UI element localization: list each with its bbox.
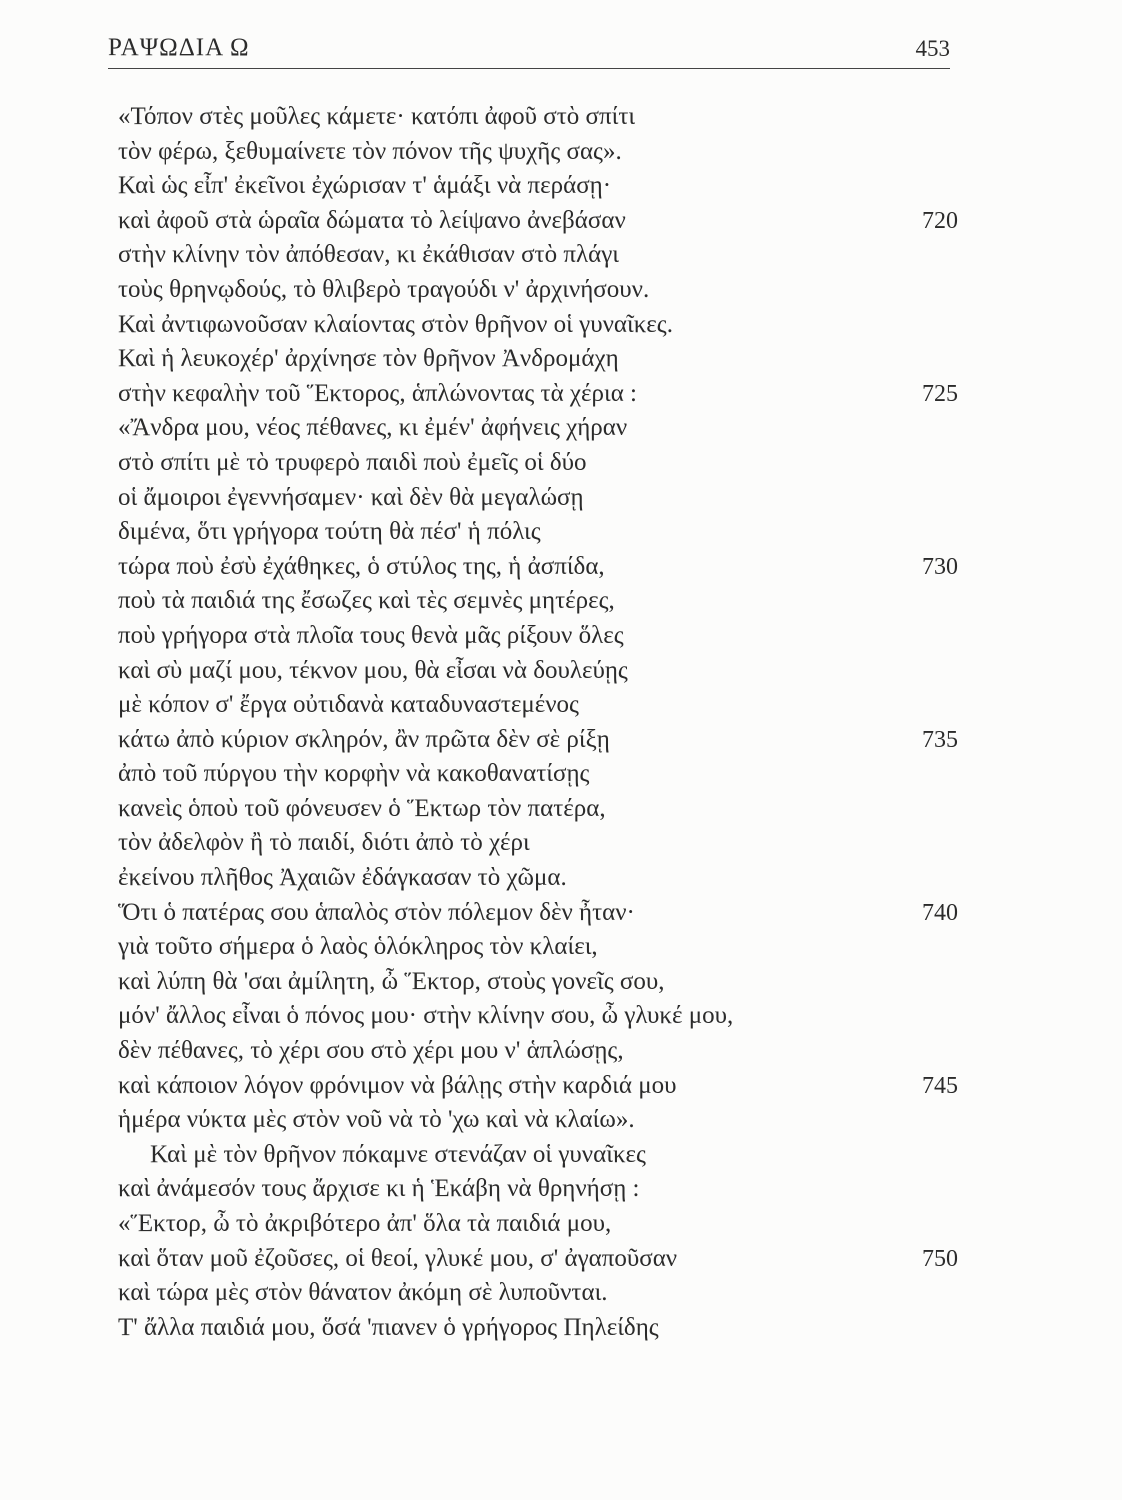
verse-text: καὶ σὺ μαζί μου, τέκνον μου, θὰ εἶσαι νὰ δουλεύῃς [118, 656, 628, 684]
verse-text: δὲν πέθανες, τὸ χέρι σου στὸ χέρι μου ν' ἁπλώσῃς, [118, 1037, 624, 1065]
verse-line [118, 411, 958, 446]
verse-text: μόν' ἄλλος εἶναι ὁ πόνος μου· στὴν κλίνην σου, ὦ γλυκέ μου, [118, 1002, 734, 1030]
verse-line [118, 930, 958, 965]
line-number: 740 [922, 899, 958, 926]
verse-text: τὸν ἀδελφὸν ἢ τὸ παιδί, διότι ἀπὸ τὸ χέρι [118, 829, 530, 857]
running-head: ΡΑΨΩΔΙΑ Ω [108, 34, 250, 61]
verse-text: κάτω ἀπὸ κύριον σκληρόν, ἂν πρῶτα δὲν σὲ ρίξῃ [118, 725, 610, 753]
line-number: 750 [922, 1245, 958, 1272]
verse-text: Τ' ἄλλα παιδιά μου, ὅσά 'πιανεν ὁ γρήγορος Πηλείδης [118, 1313, 659, 1341]
verse-line [118, 861, 958, 896]
verse-line [118, 688, 958, 723]
verse-line [118, 273, 958, 308]
verse-line [118, 654, 958, 689]
verse-text: στὴν κεφαλὴν τοῦ Ἕκτορος, ἁπλώνοντας τὰ χέρια : [118, 379, 638, 407]
verse-text: διμένα, ὅτι γρήγορα τούτη θὰ πέσ' ἡ πόλις [118, 518, 541, 546]
verse-line [118, 238, 958, 273]
verse-text: καὶ ἀνάμεσόν τους ἄρχισε κι ἡ Ἑκάβη νὰ θρηνήσῃ : [118, 1175, 640, 1203]
verse-line [118, 896, 958, 931]
verse-line [118, 619, 958, 654]
line-number: 735 [922, 726, 958, 753]
verse-line [118, 135, 958, 170]
verse-text: γιὰ τοῦτο σήμερα ὁ λαὸς ὁλόκληρος τὸν κλαίει, [118, 933, 598, 961]
verse-line [118, 550, 958, 585]
verse-line [118, 584, 958, 619]
verse-line [118, 377, 958, 412]
line-number: 725 [922, 380, 958, 407]
verse-text: κανεὶς ὁποὺ τοῦ φόνευσεν ὁ Ἕκτωρ τὸν πατέρα, [118, 794, 606, 822]
verse-line [118, 723, 958, 758]
verse-text: Καὶ ἀντιφωνοῦσαν κλαίοντας στὸν θρῆνον οἱ γυναῖκες. [118, 310, 673, 338]
verse-line [118, 792, 958, 827]
verse-text: «Ἄνδρα μου, νέος πέθανες, κι ἐμέν' ἀφήνεις χήραν [118, 414, 628, 442]
verse-line [118, 1276, 958, 1311]
verse-text: στὸ σπίτι μὲ τὸ τρυφερὸ παιδὶ ποὺ ἐμεῖς οἱ δύο [118, 448, 587, 476]
verse-line [118, 1172, 958, 1207]
verse-text: ποὺ τὰ παιδιά της ἔσωζες καὶ τὲς σεμνὲς μητέρες, [118, 587, 615, 615]
verse-line [118, 515, 958, 550]
verse-line [118, 1207, 958, 1242]
verse-line [118, 757, 958, 792]
verse-text: Ὅτι ὁ πατέρας σου ἁπαλὸς στὸν πόλεμον δὲν ἦταν· [118, 898, 635, 926]
verse-text: στὴν κλίνην τὸν ἀπόθεσαν, κι ἐκάθισαν στὸ πλάγι [118, 241, 619, 269]
verse-line [118, 446, 958, 481]
line-number: 730 [922, 553, 958, 580]
verse-text: καὶ κάποιον λόγον φρόνιμον νὰ βάλῃς στὴν καρδιά μου [118, 1071, 677, 1099]
page-number: 453 [915, 36, 950, 61]
verse-line [118, 1311, 958, 1346]
line-number: 720 [922, 207, 958, 234]
verse-line [118, 100, 958, 135]
verse-line [118, 965, 958, 1000]
header-rule [108, 68, 950, 69]
verse-text: καὶ ἀφοῦ στὰ ὡραῖα δώματα τὸ λείψανο ἀνεβάσαν [118, 206, 626, 234]
verse-text: ἀπὸ τοῦ πύργου τὴν κορφὴν νὰ κακοθανατίσῃς [118, 760, 590, 788]
verse-block [118, 100, 958, 1345]
verse-text: τὸν φέρω, ξεθυμαίνετε τὸν πόνον τῆς ψυχῆς σας». [118, 137, 622, 165]
verse-text: ἐκείνου πλῆθος Ἀχαιῶν ἐδάγκασαν τὸ χῶμα. [118, 864, 567, 892]
verse-text: καὶ λύπη θὰ 'σαι ἀμίλητη, ὦ Ἕκτορ, στοὺς γονεῖς σου, [118, 967, 665, 995]
verse-text: καὶ τώρα μὲς στὸν θάνατον ἀκόμη σὲ λυποῦνται. [118, 1279, 608, 1307]
verse-text: «Τόπον στὲς μοῦλες κάμετε· κατόπι ἀφοῦ στὸ σπίτι [118, 103, 636, 130]
verse-line [118, 308, 958, 343]
verse-line [118, 1242, 958, 1277]
verse-line [118, 1103, 958, 1138]
verse-text: καὶ ὅταν μοῦ ἐζοῦσες, οἱ θεοί, γλυκέ μου, σ' ἀγαποῦσαν [118, 1244, 678, 1272]
verse-line [118, 999, 958, 1034]
verse-line [118, 204, 958, 239]
verse-text: τώρα ποὺ ἐσὺ ἐχάθηκες, ὁ στύλος της, ἡ ἀσπίδα, [118, 552, 605, 580]
verse-text: ποὺ γρήγορα στὰ πλοῖα τους θενὰ μᾶς ρίξουν ὅλες [118, 621, 624, 649]
verse-text: Καὶ ὡς εἶπ' ἐκεῖνοι ἐχώρισαν τ' ἁμάξι νὰ περάσῃ· [118, 172, 612, 200]
line-number: 745 [922, 1072, 958, 1099]
verse-line [118, 169, 958, 204]
verse-line [118, 826, 958, 861]
verse-text: Καὶ ἡ λευκοχέρ' ἀρχίνησε τὸν θρῆνον Ἀνδρομάχη [118, 345, 619, 373]
verse-line [118, 1069, 958, 1104]
verse-text: μὲ κόπον σ' ἔργα οὐτιδανὰ καταδυναστεμένος [118, 691, 579, 719]
verse-text: ἡμέρα νύκτα μὲς στὸν νοῦ νὰ τὸ 'χω καὶ νὰ κλαίω». [118, 1106, 635, 1134]
verse-text: «Ἕκτορ, ὦ τὸ ἀκριβότερο ἀπ' ὅλα τὰ παιδιά μου, [118, 1210, 612, 1237]
verse-text: τοὺς θρηνῳδούς, τὸ θλιβερὸ τραγούδι ν' ἀρχινήσουν. [118, 275, 650, 303]
verse-line [118, 481, 958, 516]
verse-text: Καὶ μὲ τὸν θρῆνον πόκαμνε στενάζαν οἱ γυναῖκες [150, 1140, 646, 1168]
page-header [108, 28, 950, 68]
verse-line [118, 1138, 958, 1173]
verse-text: οἱ ἄμοιροι ἐγεννήσαμεν· καὶ δὲν θὰ μεγαλώσῃ [118, 483, 584, 511]
verse-line [118, 1034, 958, 1069]
verse-line [118, 342, 958, 377]
